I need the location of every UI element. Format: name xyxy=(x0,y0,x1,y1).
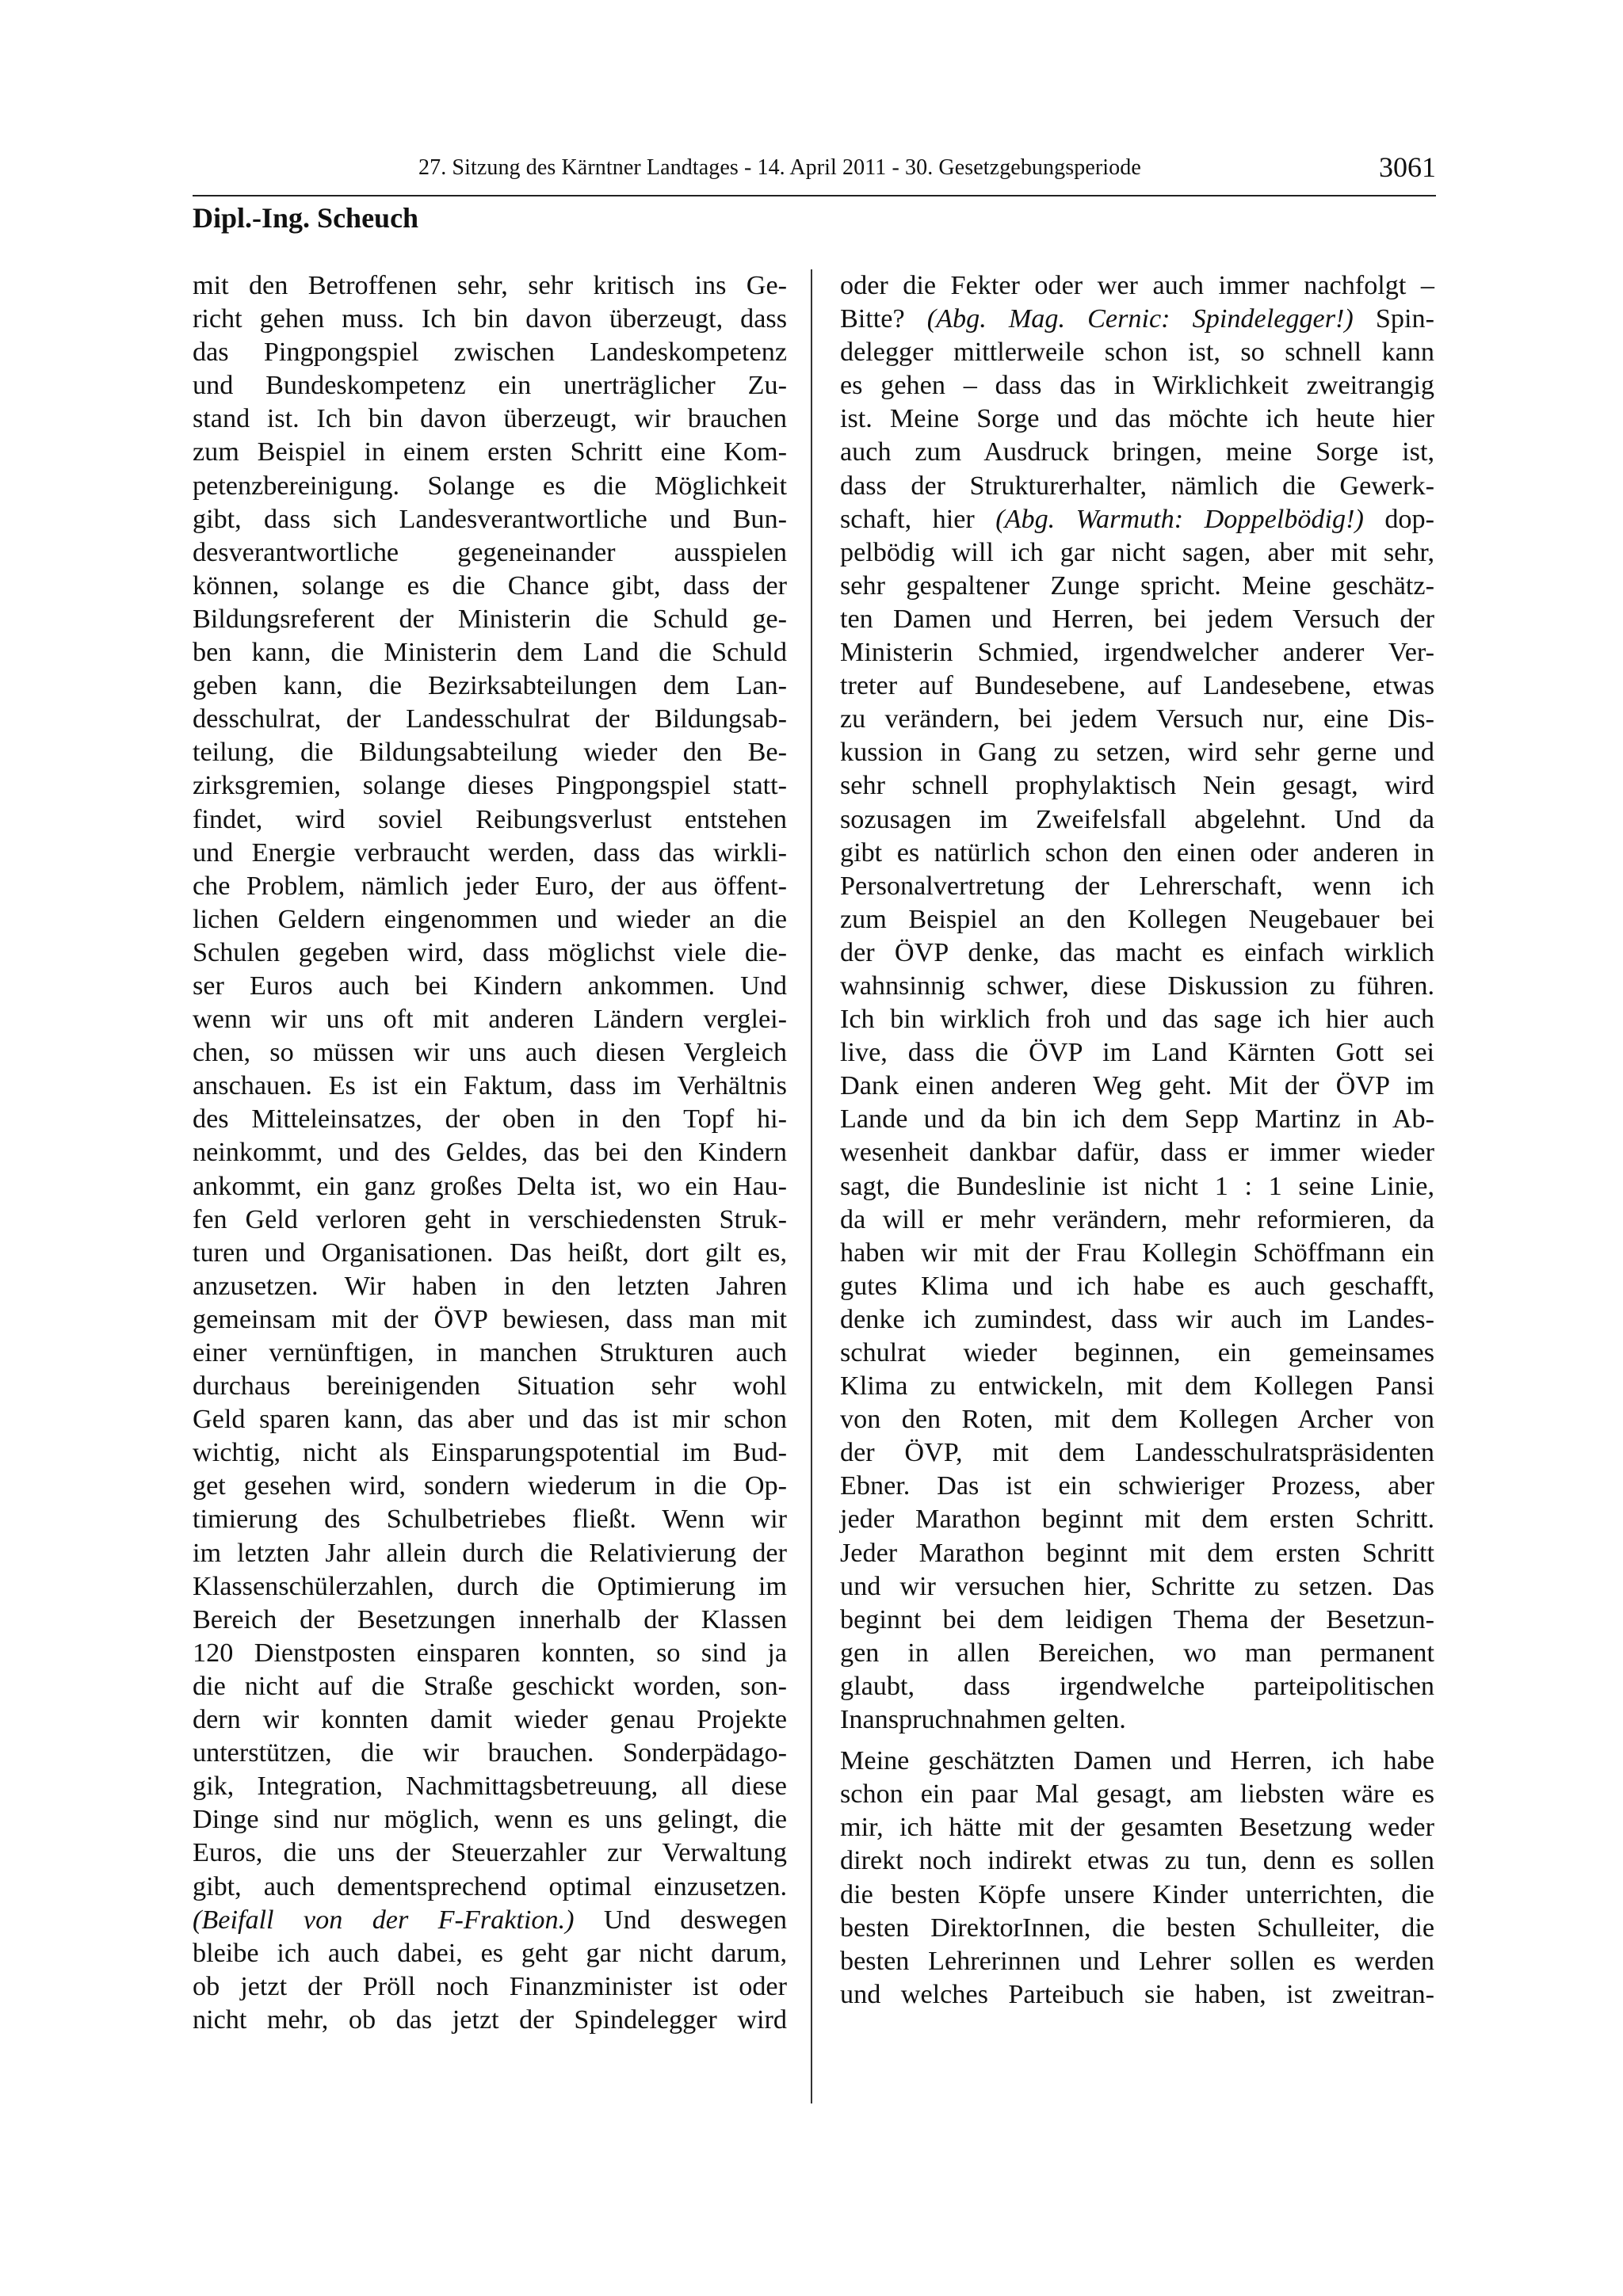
text-line: gik, Integration, Nachmittagsbetreuung, all diese xyxy=(193,1772,787,1802)
text-line: und Bundeskompetenz ein unerträglicher Zu- xyxy=(193,371,787,401)
text-line: delegger mittlerweile schon ist, so schnell kann xyxy=(840,338,1434,368)
text-line: gibt, dass sich Landesverantwortliche und Bun- xyxy=(193,504,787,534)
paragraph-gap xyxy=(840,1737,1434,1745)
text-line: anschauen. Es ist ein Faktum, dass im Verhältnis xyxy=(193,1071,787,1101)
text-line: 120 Dienstposten einsparen konnten, so sind ja xyxy=(193,1638,787,1668)
text-line: durchaus bereinigenden Situation sehr wohl xyxy=(193,1371,787,1402)
header-divider xyxy=(193,195,1436,196)
text-line: Geld sparen kann, das aber und das ist mir schon xyxy=(193,1405,787,1435)
text-line: Klima zu entwickeln, mit dem Kollegen Pansi xyxy=(840,1371,1434,1402)
text-line: wahnsinnig schwer, diese Diskussion zu führen. xyxy=(840,971,1434,1001)
text-line: schulrat wieder beginnen, ein gemeinsames xyxy=(840,1338,1434,1367)
text-line: neinkommt, und des Geldes, das bei den Kindern xyxy=(193,1138,787,1168)
text-line: wenn wir uns oft mit anderen Ländern verglei- xyxy=(193,1005,787,1035)
text-line: die nicht auf die Straße geschickt worden, son- xyxy=(193,1671,787,1701)
page-number: 3061 xyxy=(1379,151,1436,183)
interjection-applause: (Beifall von der F-Fraktion.) xyxy=(193,1905,575,1935)
text-line: nicht mehr, ob das jetzt der Spindelegger wird xyxy=(193,2004,787,2035)
text-line: und Energie verbraucht werden, dass das wirkli- xyxy=(193,837,787,868)
text-line: zirksgremien, solange dieses Pingpongspiel statt- xyxy=(193,771,787,801)
text-line: desverantwortliche gegeneinander ausspielen xyxy=(193,537,787,567)
text-line: ser Euros auch bei Kindern ankommen. Und xyxy=(193,971,787,1001)
text-line: gibt es natürlich schon den einen oder anderen in xyxy=(840,837,1434,868)
text-line: zum Beispiel in einem ersten Schritt eine Kom- xyxy=(193,437,787,467)
text-line: die besten Köpfe unsere Kinder unterrichten, die xyxy=(840,1879,1434,1909)
text-line: der ÖVP denke, das macht es einfach wirklich xyxy=(840,937,1434,967)
text-line: geben kann, die Bezirksabteilungen dem Lan- xyxy=(193,671,787,701)
text-line: Meine geschätzten Damen und Herren, ich habe xyxy=(840,1746,1434,1776)
text-line: ist. Meine Sorge und das möchte ich heute hier xyxy=(840,404,1434,434)
text-line: bleibe ich auch dabei, es geht gar nicht darum, xyxy=(193,1938,787,1968)
text-line: unterstützen, die wir brauchen. Sonderpädago- xyxy=(193,1738,787,1768)
text-line: petenzbereinigung. Solange es die Möglichkeit xyxy=(193,471,787,501)
text-line: sehr gespaltener Zunge spricht. Meine geschätz- xyxy=(840,570,1434,601)
text-line: besten DirektorInnen, die besten Schulleiter, die xyxy=(840,1913,1434,1943)
text-line: kussion in Gang zu setzen, wird sehr gerne und xyxy=(840,738,1434,768)
speaker-name: Dipl.-Ing. Scheuch xyxy=(193,202,419,234)
text-line: da will er mehr verändern, mehr reformieren, da xyxy=(840,1204,1434,1234)
text-line: dass der Strukturerhalter, nämlich die Gewerk- xyxy=(840,471,1434,501)
text-line: besten Lehrerinnen und Lehrer sollen es werden xyxy=(840,1946,1434,1976)
text-line: direkt noch indirekt etwas zu tun, denn es sollen xyxy=(840,1846,1434,1876)
text-line: Euros, die uns der Steuerzahler zur Verwaltung xyxy=(193,1838,787,1868)
text-line: Bildungsreferent der Ministerin die Schuld ge- xyxy=(193,604,787,634)
text-line: und welches Parteibuch sie haben, ist zweitran- xyxy=(840,1979,1434,2009)
text-line: glaubt, dass irgendwelche parteipolitischen xyxy=(840,1671,1434,1701)
text-line: des Mitteleinsatzes, der oben in den Topf hi- xyxy=(193,1104,787,1135)
text-line-interjection: (Beifall von der F-Fraktion.) Und deswegen xyxy=(193,1905,787,1935)
text-line: ankommt, ein ganz großes Delta ist, wo ein Hau- xyxy=(193,1171,787,1201)
text-line: denke ich zumindest, dass wir auch im Landes- xyxy=(840,1304,1434,1334)
text-line: einer vernünftigen, in manchen Strukturen auch xyxy=(193,1338,787,1367)
text-line: findet, wird soviel Reibungsverlust entstehen xyxy=(193,804,787,834)
text-line: Dank einen anderen Weg geht. Mit der ÖVP im xyxy=(840,1071,1434,1101)
text-line: turen und Organisationen. Das heißt, dort gilt es, xyxy=(193,1238,787,1268)
text-line: che Problem, nämlich jeder Euro, der aus öffent- xyxy=(193,871,787,901)
right-column xyxy=(840,269,1434,2012)
session-header: 27. Sitzung des Kärntner Landtages - 14. April 2011 - 30. Gesetzgebungsperiode xyxy=(418,155,1141,180)
column-divider xyxy=(811,269,812,2103)
text-line: beginnt bei dem leidigen Thema der Besetzun- xyxy=(840,1604,1434,1634)
text-line: Klassenschülerzahlen, durch die Optimierung im xyxy=(193,1571,787,1601)
text-line: live, dass die ÖVP im Land Kärnten Gott sei xyxy=(840,1038,1434,1068)
text-line: wesenheit dankbar dafür, dass er immer wieder xyxy=(840,1138,1434,1168)
text-line: mit den Betroffenen sehr, sehr kritisch ins Ge- xyxy=(193,271,787,300)
text-line: get gesehen wird, sondern wiederum in die Op- xyxy=(193,1471,787,1501)
text-line: timierung des Schulbetriebes fließt. Wenn wir xyxy=(193,1505,787,1535)
text-line: schon ein paar Mal gesagt, am liebsten wäre es xyxy=(840,1779,1434,1810)
text-line: gibt, auch dementsprechend optimal einzusetzen. xyxy=(193,1871,787,1901)
text-line: chen, so müssen wir uns auch diesen Vergleich xyxy=(193,1038,787,1068)
text-line: der ÖVP, mit dem Landesschulratspräsidenten xyxy=(840,1438,1434,1468)
text-line: stand ist. Ich bin davon überzeugt, wir brauchen xyxy=(193,404,787,434)
left-column xyxy=(193,269,787,2037)
text-line: zu verändern, bei jedem Versuch nur, eine Dis- xyxy=(840,704,1434,734)
text-line: mir, ich hätte mit der gesamten Besetzung weder xyxy=(840,1813,1434,1843)
text-line-interjection: schaft, hier (Abg. Warmuth: Doppelbödig!) dop- xyxy=(840,504,1434,534)
text-line: gen in allen Bereichen, wo man permanent xyxy=(840,1638,1434,1668)
text-line: im letzten Jahr allein durch die Relativierung der xyxy=(193,1538,787,1568)
text-line: Jeder Marathon beginnt mit dem ersten Schritt xyxy=(840,1538,1434,1568)
text-line: Ebner. Das ist ein schwieriger Prozess, aber xyxy=(840,1471,1434,1501)
text-line: Schulen gegeben wird, dass möglichst viele die- xyxy=(193,937,787,967)
interjection-cernic: (Abg. Mag. Cernic: Spindelegger!) xyxy=(926,304,1354,334)
text-line: Ministerin Schmied, irgendwelcher anderer Ver- xyxy=(840,638,1434,668)
right-column-lines-2 xyxy=(840,536,1434,1737)
text-line: Dinge sind nur möglich, wenn es uns gelingt, die xyxy=(193,1805,787,1835)
text-line: jeder Marathon beginnt mit dem ersten Schritt. xyxy=(840,1505,1434,1535)
text-line: pelbödig will ich gar nicht sagen, aber mit sehr, xyxy=(840,537,1434,567)
text-line: von den Roten, mit dem Kollegen Archer von xyxy=(840,1405,1434,1435)
text-line: treter auf Bundesebene, auf Landesebene, etwas xyxy=(840,671,1434,701)
text-line: das Pingpongspiel zwischen Landeskompetenz xyxy=(193,338,787,368)
text-line: ben kann, die Ministerin dem Land die Schuld xyxy=(193,638,787,668)
text-line: oder die Fekter oder wer auch immer nachfolgt – xyxy=(840,271,1434,300)
text-line: es gehen – dass das in Wirklichkeit zweitrangig xyxy=(840,371,1434,401)
text-line: zum Beispiel an den Kollegen Neugebauer bei xyxy=(840,904,1434,934)
text-line: auch zum Ausdruck bringen, meine Sorge ist, xyxy=(840,437,1434,467)
left-column-tail xyxy=(193,1937,787,2037)
text-line: lichen Geldern eingenommen und wieder an die xyxy=(193,904,787,934)
text-line: sagt, die Bundeslinie ist nicht 1 : 1 seine Linie, xyxy=(840,1171,1434,1201)
text-line: Personalvertretung der Lehrerschaft, wenn ich xyxy=(840,871,1434,901)
interjection-warmuth: (Abg. Warmuth: Doppelbödig!) xyxy=(995,504,1364,534)
text-line: Ich bin wirklich froh und das sage ich hier auch xyxy=(840,1005,1434,1035)
text-line: Inanspruchnahmen gelten. xyxy=(840,1705,1126,1735)
text-line: gutes Klima und ich habe es auch geschafft, xyxy=(840,1271,1434,1301)
text-line: richt gehen muss. Ich bin davon überzeugt, dass xyxy=(193,304,787,334)
text-line: gemeinsam mit der ÖVP bewiesen, dass man mit xyxy=(193,1304,787,1334)
text-line: Lande und da bin ich dem Sepp Martinz in Ab- xyxy=(840,1104,1434,1135)
left-column-lines xyxy=(193,269,787,1904)
text-line: können, solange es die Chance gibt, dass der xyxy=(193,570,787,601)
text-line-interjection: Bitte? (Abg. Mag. Cernic: Spindelegger!) Spin- xyxy=(840,304,1434,334)
text-line: Bereich der Besetzungen innerhalb der Klassen xyxy=(193,1604,787,1634)
text-line: fen Geld verloren geht in verschiedensten Struk- xyxy=(193,1204,787,1234)
text-line: teilung, die Bildungsabteilung wieder den Be- xyxy=(193,738,787,768)
text-line: wichtig, nicht als Einsparungspotential im Bud- xyxy=(193,1438,787,1468)
text-line: desschulrat, der Landesschulrat der Bildungsab- xyxy=(193,704,787,734)
text-line: und wir versuchen hier, Schritte zu setzen. Das xyxy=(840,1571,1434,1601)
right-column-paragraph-2 xyxy=(840,1745,1434,2012)
text-line: dern wir konnten damit wieder genau Projekte xyxy=(193,1705,787,1735)
text-line: anzusetzen. Wir haben in den letzten Jahren xyxy=(193,1271,787,1301)
text-line: sozusagen im Zweifelsfall abgelehnt. Und da xyxy=(840,804,1434,834)
text-line: ten Damen und Herren, bei jedem Versuch der xyxy=(840,604,1434,634)
text-line: sehr schnell prophylaktisch Nein gesagt, wird xyxy=(840,771,1434,801)
text-line: ob jetzt der Pröll noch Finanzminister ist oder xyxy=(193,1971,787,2001)
right-column-lines-1 xyxy=(840,336,1434,502)
text-line: haben wir mit der Frau Kollegin Schöffmann ein xyxy=(840,1238,1434,1268)
